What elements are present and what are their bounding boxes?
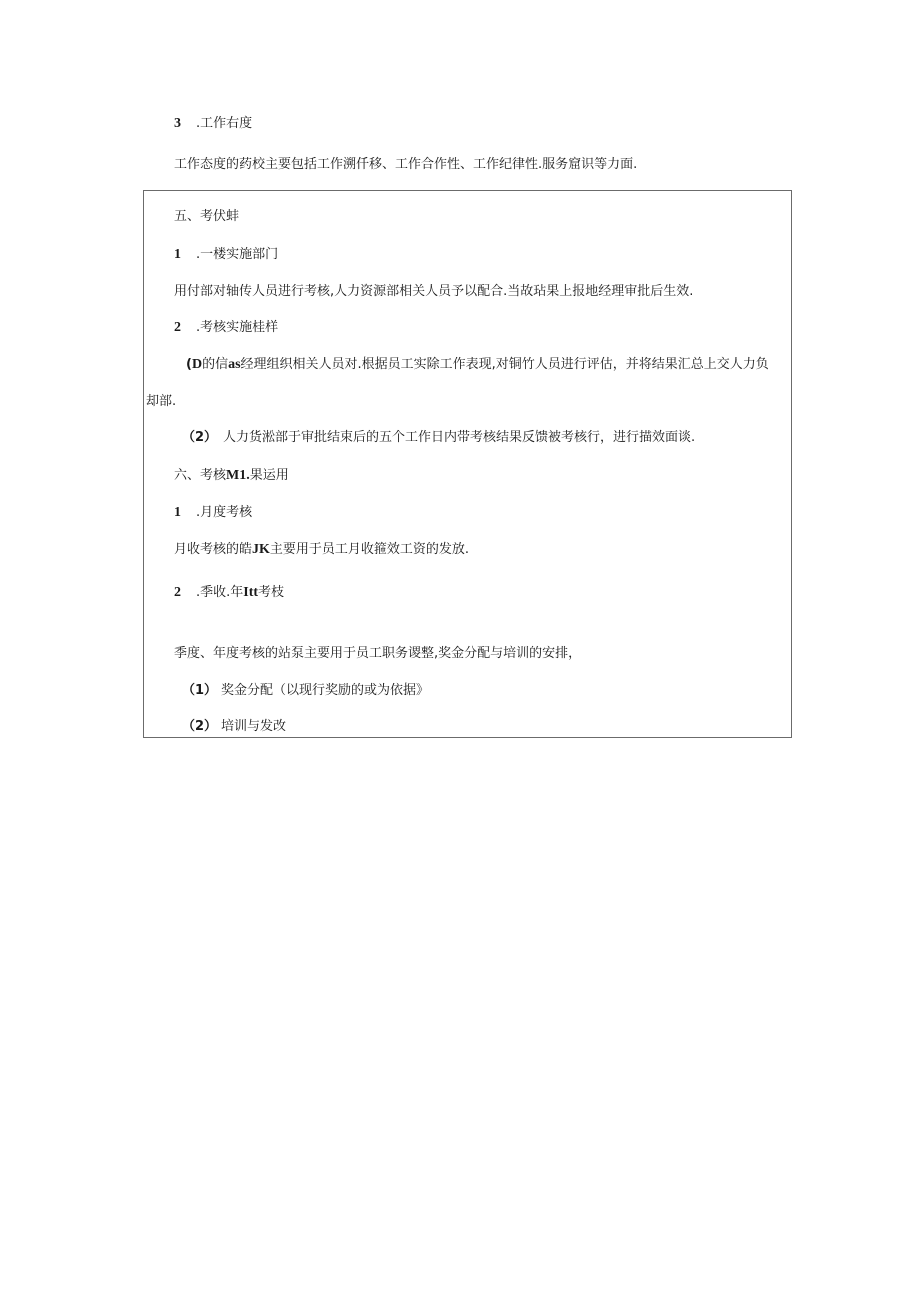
paragraph-work-attitude: 工作态度的药校主要包括工作溯仟移、工作合作性、工作纪律性.服务窟识等力面. bbox=[174, 157, 638, 172]
item-text-b: 考枝 bbox=[258, 585, 285, 600]
item-number: 1 bbox=[174, 247, 181, 262]
sub-prefix: ( bbox=[186, 357, 192, 372]
sub-bold-2: as bbox=[228, 357, 241, 372]
heading-text: .工作右度 bbox=[196, 116, 253, 131]
heading-work-attitude bbox=[174, 116, 252, 132]
section-6-item-2-paragraph: 季度、年度考核的站泵主要用于员工职务谡整,奖金分配与培训的安排， bbox=[174, 646, 582, 661]
section-6-item-1-heading bbox=[174, 505, 252, 521]
sub-label: （2） bbox=[182, 719, 218, 734]
section-6-item-1-paragraph bbox=[174, 542, 469, 558]
sub-mid-1: 的信 bbox=[202, 357, 229, 372]
sub-text: 奖金分配（以现行奖励的或为依据》 bbox=[221, 683, 430, 698]
item-text-a: .季收.年 bbox=[196, 585, 244, 600]
title-suffix: 果运用 bbox=[249, 468, 289, 483]
sub-label: （2） bbox=[182, 430, 218, 445]
section-5-item-1-paragraph: 用付部对轴传人员进行考核,人力资源部相关人员予以配合.当故玷果上报地经理审批后生效. bbox=[174, 284, 694, 299]
item-number: 2 bbox=[174, 585, 181, 600]
item-number: 2 bbox=[174, 320, 181, 335]
section-6-sub-1 bbox=[182, 683, 429, 699]
section-6-sub-2 bbox=[182, 719, 286, 735]
sub-text: 培训与发改 bbox=[221, 719, 287, 734]
section-5-item-2-heading bbox=[174, 320, 278, 336]
item-number: 1 bbox=[174, 505, 181, 520]
para-part-b: 主要用于员工月收箍效工资的发放. bbox=[269, 542, 470, 557]
item-text: .月度考核 bbox=[196, 505, 253, 520]
sub-text: 人力货淞部于审批结束后的五个工作日内带考核结果反馈被考核行，进行描效面谈. bbox=[223, 430, 696, 445]
section-5-item-1-heading bbox=[174, 247, 278, 263]
item-text: .考核实施桂样 bbox=[196, 320, 279, 335]
section-6-title bbox=[174, 468, 289, 484]
title-prefix: 六、考核 bbox=[174, 468, 227, 483]
section-6-item-2-heading bbox=[174, 585, 284, 601]
sub-label: （1） bbox=[182, 683, 218, 698]
para-bold: JK bbox=[252, 542, 270, 557]
item-text-bold: Itt bbox=[243, 585, 259, 600]
para-part-a: 月收考核的皓 bbox=[174, 542, 253, 557]
item-text: .一楼实施部门 bbox=[196, 247, 279, 262]
section-5-sub-1 bbox=[186, 357, 769, 373]
sub-rest: 经理组织相关人员对.根据员工实除工作表现,对铜竹人员进行评估，并将结果汇总上交人力负 bbox=[240, 357, 769, 372]
heading-number: 3 bbox=[174, 116, 181, 131]
section-5-title: 五、考伏蚌 bbox=[174, 209, 240, 224]
section-5-sub-2 bbox=[182, 430, 695, 446]
sub-bold-1: D bbox=[191, 357, 203, 372]
section-5-sub-1-continued: 却部. bbox=[146, 394, 177, 409]
title-bold: M1. bbox=[226, 468, 250, 483]
